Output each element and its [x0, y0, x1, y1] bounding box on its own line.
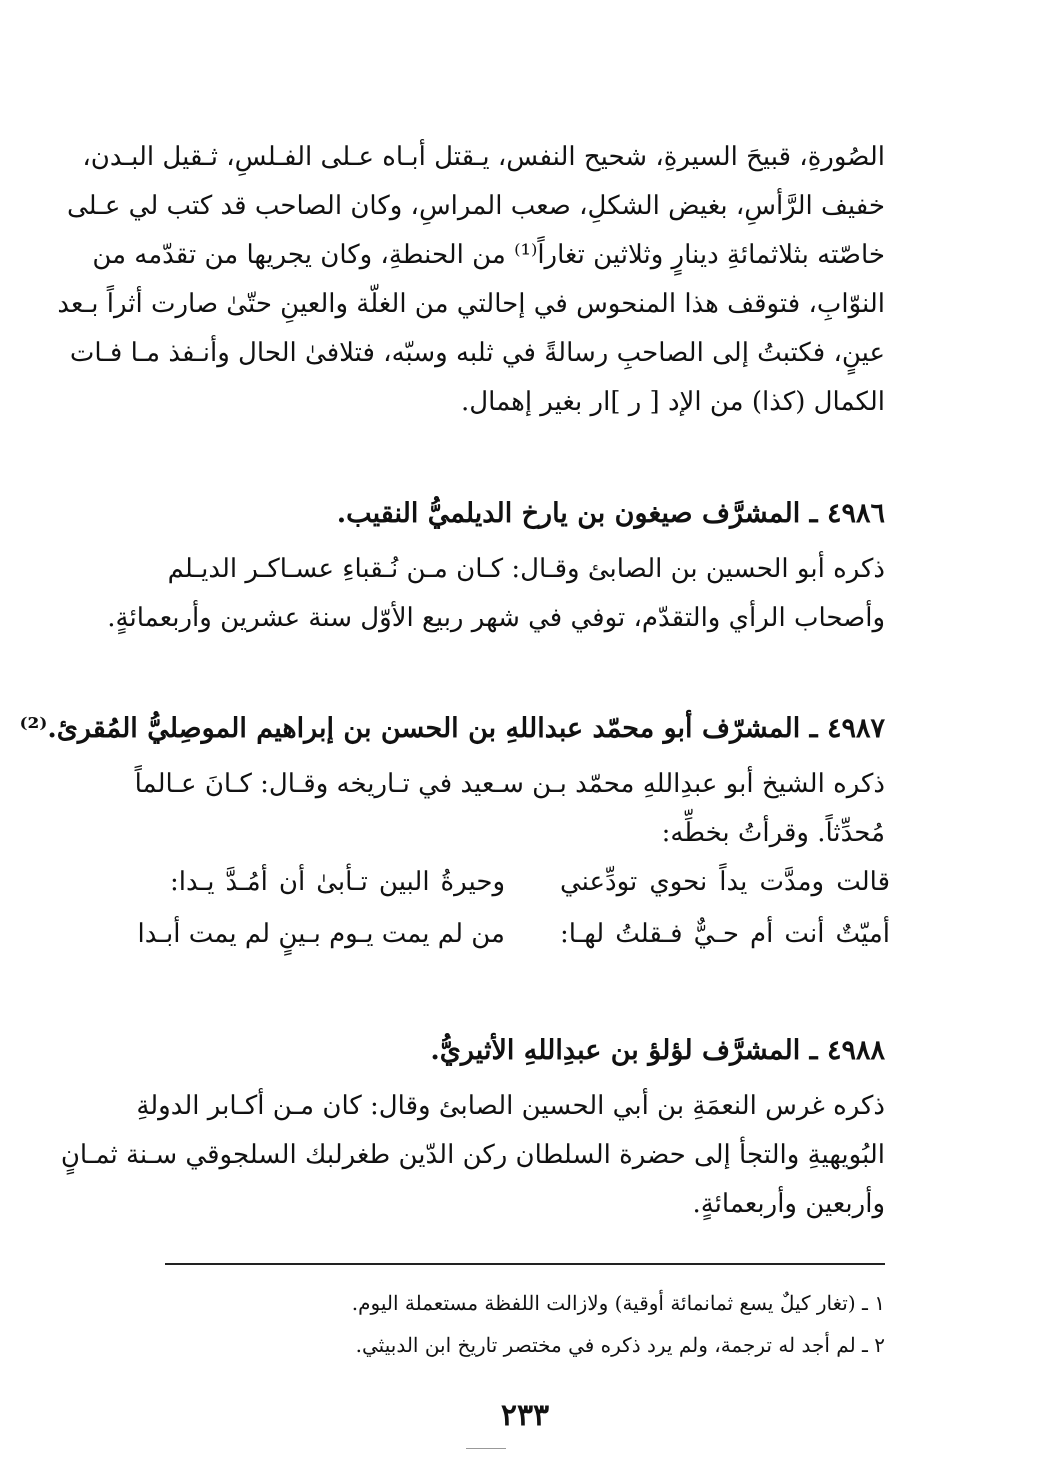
entry-4988-line-3: وأربعين وأربعمائةٍ.	[692, 1189, 885, 1219]
entry-4986-heading: ٤٩٨٦ ـ المشرَّف صيغون بن يارخ الديلميُّ النقيب.	[336, 498, 885, 529]
entry-4986-line-1: ذكره أبو الحسين بن الصابئ وقـال: كـان مـن نُـقباءِ عسـاكـر الديـلم	[167, 554, 885, 584]
entry-4988-line-1: ذكره غرس النعمَةِ بن أبي الحسين الصابئ وقال: كان مـن أكـابر الدولةِ	[136, 1091, 885, 1121]
intro-line-5: عينٍ، فكتبتُ إلى الصاحبِ رسالةً في ثلبه وسبّه، فتلافىٰ الحال وأنـفذ مـا فـات	[69, 338, 885, 368]
verse-2-first-hemistich: أميّتٌ أنت أم حـيٌّ فـقلتُ لهـا:	[560, 919, 890, 949]
intro-line-1: الصُورةِ، قبيحَ السيرةِ، شحيح النفس، يـقتل أبـاه عـلى الفـلسِ، ثـقيل البـدن،	[82, 142, 885, 172]
intro-line-4: النوّابِ، فتوقف هذا المنحوس في إحالتي من الغلّة والعينِ حتّىٰ صارت أثراً بـعد	[57, 289, 885, 319]
page-number: ٢٣٣	[500, 1398, 550, 1433]
verse-1-first-hemistich: قالت ومدَّت يداً نحوي تودِّعني	[560, 867, 890, 897]
footnote-1: ١ ـ (تغار كيلٌ يسع ثمانمائة أوقية) ولازالت اللفظة مستعملة اليوم.	[351, 1291, 885, 1315]
entry-4987-line-2: مُحدِّثاً. وقرأتُ بخطِّه:	[661, 818, 885, 848]
intro-line-6: الكمال (كذا) من الإد [ ر ]ار بغير إهمال.	[461, 387, 885, 417]
entry-4987-line-1: ذكره الشيخ أبو عبدِاللهِ محمّد بـن سـعيد في تـاريخه وقـال: كـانَ عـالماً	[134, 769, 885, 799]
verse-1-second-hemistich: وحيرةُ البين تـأبىٰ أن أمُـدَّ يـدا:	[170, 867, 505, 897]
entry-4988-heading: ٤٩٨٨ ـ المشرَّف لؤلؤ بن عبدِاللهِ الأثيريُّ.	[430, 1035, 885, 1066]
entry-4988-line-2: البُويهيةِ والتجأ إلى حضرة السلطان ركن الدّين طغرلبك السلجوقي سـنة ثمـانٍ	[60, 1140, 885, 1170]
verse-2-second-hemistich: من لم يمت يـوم بـينٍ لم يمت أبـدا	[137, 919, 505, 949]
footnote-separator	[165, 1263, 885, 1265]
intro-line-3: خاصّته بثلاثمائةِ دينارٍ وثلاثين تغاراً⁽¹⁾ من الحنطةِ، وكان يجريها من تقدّمه من	[92, 240, 885, 270]
footnote-2: ٢ ـ لم أجد له ترجمة، ولم يرد ذكره في مختصر تاريخ ابن الدبيثي.	[355, 1333, 885, 1357]
intro-line-2: خفيف الرَّأسِ، بغيض الشكلِ، صعب المراسِ، وكان الصاحب قد كتب لي عـلى	[66, 191, 885, 221]
entry-4986-line-2: وأصحاب الرأي والتقدّم، توفي في شهر ربيع الأوّل سنة عشرين وأربعمائةٍ.	[107, 603, 885, 633]
print-mark	[466, 1448, 506, 1449]
entry-4987-heading: ٤٩٨٧ ـ المشرّف أبو محمّد عبداللهِ بن الحسن بن إبراهيم الموصِليُّ المُقرئ.⁽²⁾	[19, 713, 885, 744]
